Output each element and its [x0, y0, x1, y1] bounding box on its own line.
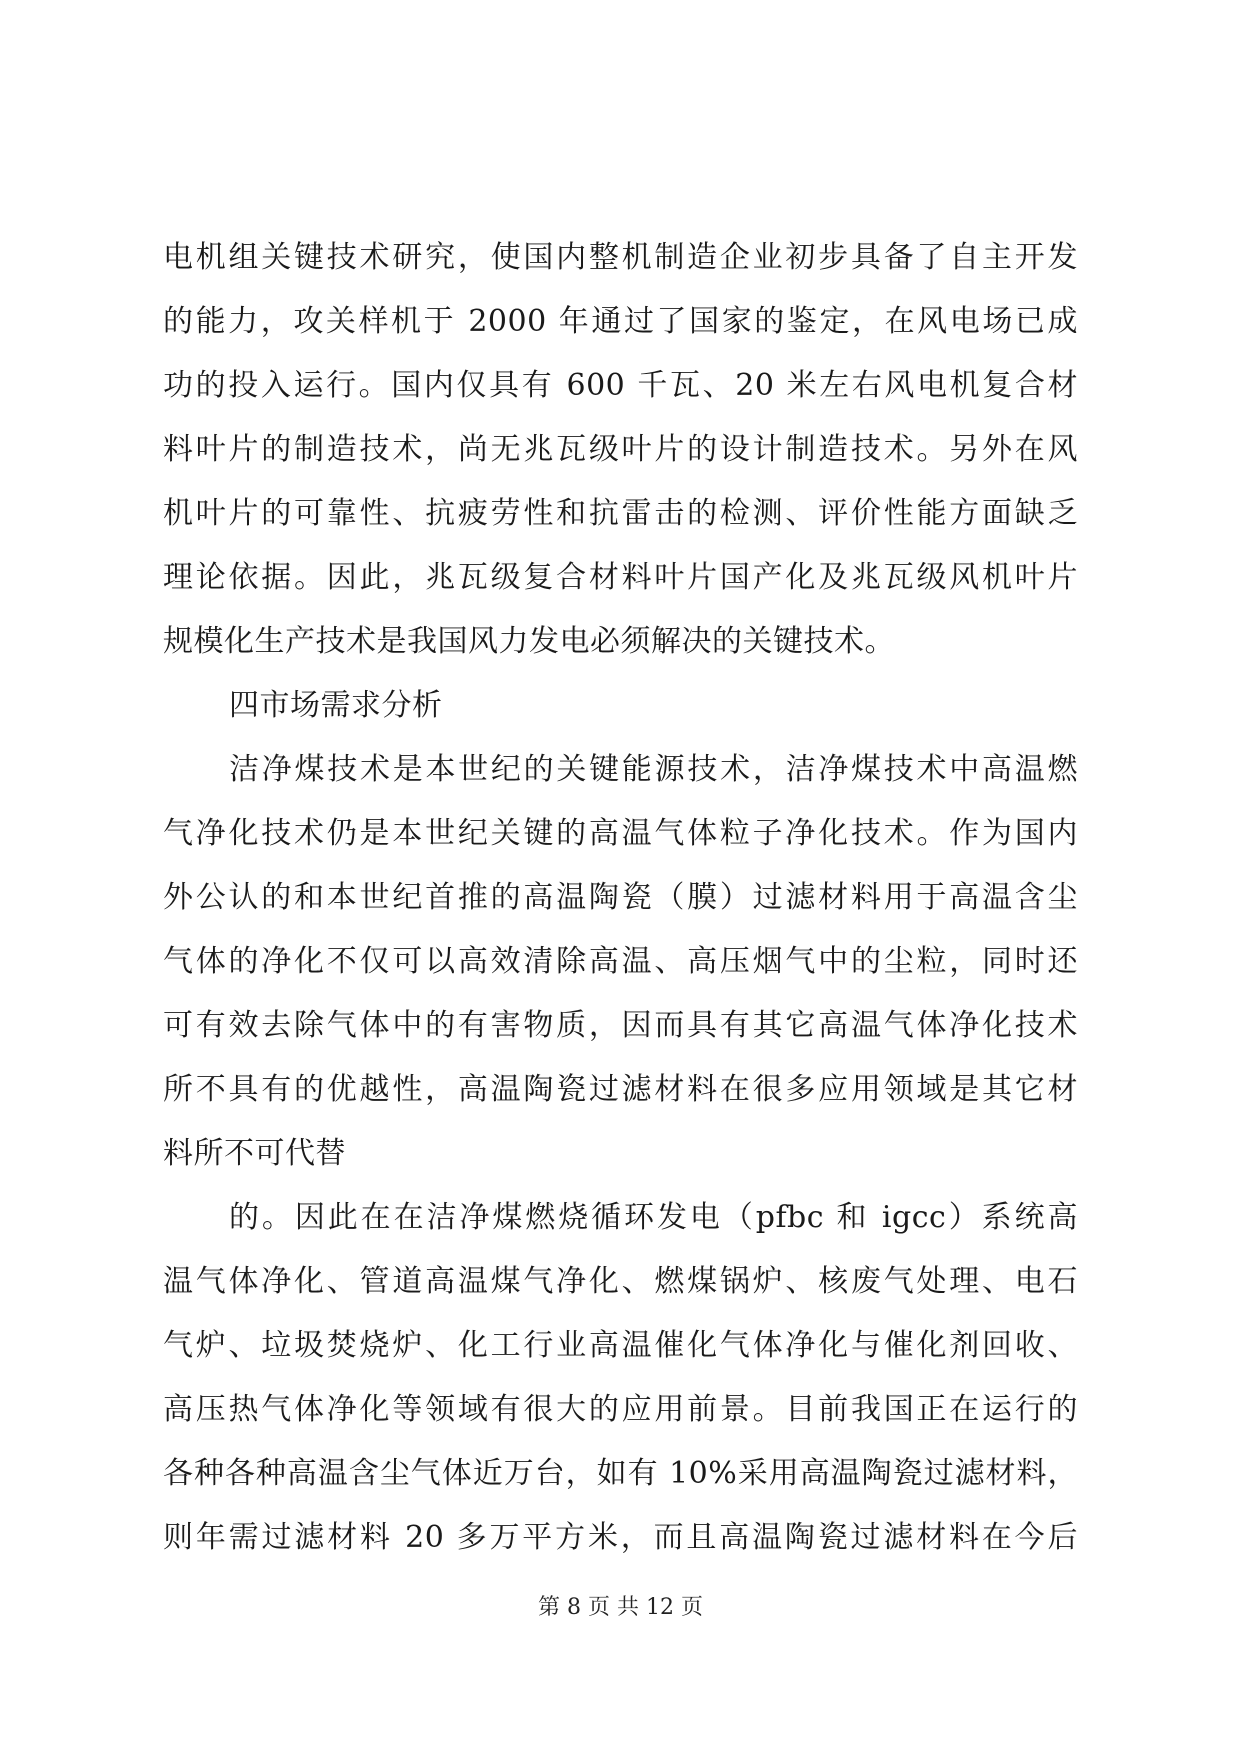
text-line: 功的投入运行。国内仅具有 600 千瓦、20 米左右风电机复合材 [163, 368, 1078, 403]
page-number: 第 8 页 共 12 页 [538, 1595, 703, 1620]
text-line: 的能力，攻关样机于 2000 年通过了国家的鉴定，在风电场已成 [163, 304, 1078, 339]
text-line: 高压热气体净化等领域有很大的应用前景。目前我国正在运行的 [163, 1392, 1078, 1427]
section-heading: 四市场需求分析 [229, 688, 443, 723]
text-line: 可有效去除气体中的有害物质，因而具有其它高温气体净化技术 [163, 1008, 1078, 1043]
text-line: 各种各种高温含尘气体近万台，如有 10%采用高温陶瓷过滤材料， [163, 1456, 1078, 1491]
text-line: 则年需过滤材料 20 多万平方米，而且高温陶瓷过滤材料在今后 [163, 1520, 1078, 1555]
document-body [163, 226, 1078, 1570]
text-line: 的。因此在在洁净煤燃烧循环发电（pfbc 和 igcc）系统高 [229, 1200, 1078, 1235]
text-line: 所不具有的优越性，高温陶瓷过滤材料在很多应用领域是其它材 [163, 1072, 1078, 1107]
text-line: 理论依据。因此，兆瓦级复合材料叶片国产化及兆瓦级风机叶片 [163, 560, 1078, 595]
text-line: 气净化技术仍是本世纪关键的高温气体粒子净化技术。作为国内 [163, 816, 1078, 851]
text-line: 料所不可代替 [163, 1136, 346, 1171]
text-line: 温气体净化、管道高温煤气净化、燃煤锅炉、核废气处理、电石 [163, 1264, 1078, 1299]
text-line: 气体的净化不仅可以高效清除高温、高压烟气中的尘粒，同时还 [163, 944, 1078, 979]
text-line: 料叶片的制造技术，尚无兆瓦级叶片的设计制造技术。另外在风 [163, 432, 1078, 467]
text-line: 机叶片的可靠性、抗疲劳性和抗雷击的检测、评价性能方面缺乏 [163, 496, 1078, 531]
text-line: 气炉、垃圾焚烧炉、化工行业高温催化气体净化与催化剂回收、 [163, 1328, 1078, 1363]
text-line: 规模化生产技术是我国风力发电必须解决的关键技术。 [163, 624, 895, 659]
text-line: 外公认的和本世纪首推的高温陶瓷（膜）过滤材料用于高温含尘 [163, 880, 1078, 915]
text-line: 洁净煤技术是本世纪的关键能源技术，洁净煤技术中高温燃 [229, 752, 1078, 787]
page-footer [0, 1593, 1241, 1623]
text-line: 电机组关键技术研究，使国内整机制造企业初步具备了自主开发 [163, 240, 1078, 275]
